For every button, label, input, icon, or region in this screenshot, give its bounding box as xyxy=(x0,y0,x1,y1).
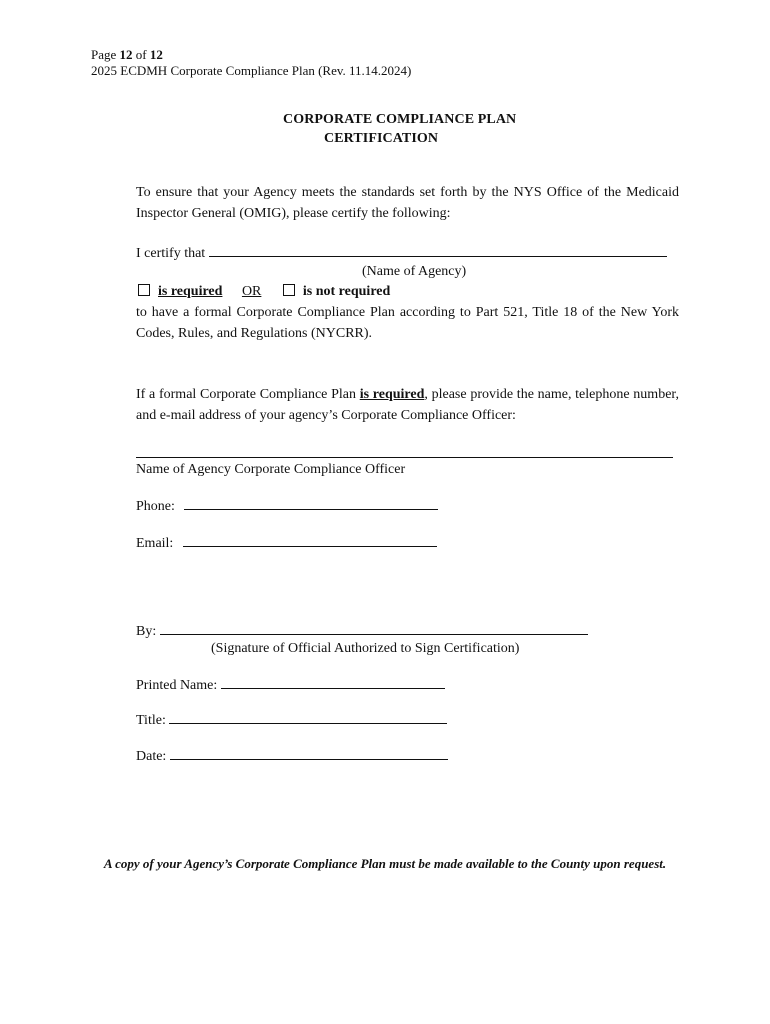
printed-name-row xyxy=(136,676,445,696)
officer-request-prefix: If a formal Corporate Compliance Plan xyxy=(136,387,360,402)
date-field[interactable] xyxy=(170,747,448,760)
page-of: of xyxy=(135,47,147,62)
certify-row xyxy=(136,244,667,264)
email-row xyxy=(136,534,437,554)
officer-request-suffix: , please provide the name, telephone number, and e-mail address of your agency’s Corporate Compliance Officer: xyxy=(136,387,680,423)
email-label: Email: xyxy=(136,536,174,551)
page-prefix: Page xyxy=(91,47,117,62)
date-row xyxy=(136,747,448,767)
page-total: 12 xyxy=(149,47,163,62)
or-label: OR xyxy=(241,284,262,299)
phone-label: Phone: xyxy=(136,499,175,514)
email-field[interactable] xyxy=(183,534,437,547)
agency-name-caption: (Name of Agency) xyxy=(362,264,467,279)
requirement-options xyxy=(138,282,390,302)
phone-field[interactable] xyxy=(184,497,438,510)
certify-continuation: to have a formal Corporate Compliance Plan according to Part 521, Title 18 of the New York Codes, Rules, and Regulations (NYCRR). xyxy=(136,305,679,341)
printed-name-label: Printed Name: xyxy=(136,678,218,693)
title-label: Title: xyxy=(136,713,166,728)
title-row xyxy=(136,711,447,731)
form-title-line1: CORPORATE COMPLIANCE PLAN xyxy=(283,112,517,127)
is-not-required-label: is not required xyxy=(302,284,391,299)
officer-name-caption: Name of Agency Corporate Compliance Officer xyxy=(136,462,406,477)
page-number xyxy=(91,47,163,63)
officer-name-field[interactable] xyxy=(136,447,673,458)
signature-field[interactable] xyxy=(160,622,588,635)
page-current: 12 xyxy=(119,47,133,62)
printed-name-field[interactable] xyxy=(221,676,445,689)
officer-request-emphasis: is required xyxy=(359,387,425,402)
signature-caption: (Signature of Official Authorized to Sign Certification) xyxy=(211,641,520,656)
date-label: Date: xyxy=(136,749,167,764)
intro-paragraph: To ensure that your Agency meets the standards set forth by the NYS Office of the Medicaid Inspector General (OMIG), please certify the following: xyxy=(136,185,679,221)
title-field[interactable] xyxy=(169,711,447,724)
phone-row xyxy=(136,497,438,517)
footer-note: A copy of your Agency’s Corporate Compliance Plan must be made available to the County upon request. xyxy=(103,856,667,871)
is-required-label: is required xyxy=(158,284,223,299)
is-required-checkbox[interactable] xyxy=(138,284,150,296)
is-not-required-checkbox[interactable] xyxy=(283,284,295,296)
form-title-line2: CERTIFICATION xyxy=(324,131,439,146)
agency-name-field[interactable] xyxy=(209,244,667,257)
document-title: 2025 ECDMH Corporate Compliance Plan (Rev. 11.14.2024) xyxy=(91,63,412,78)
officer-request-paragraph xyxy=(136,384,679,426)
certify-label: I certify that xyxy=(136,246,206,261)
by-label: By: xyxy=(136,624,157,639)
